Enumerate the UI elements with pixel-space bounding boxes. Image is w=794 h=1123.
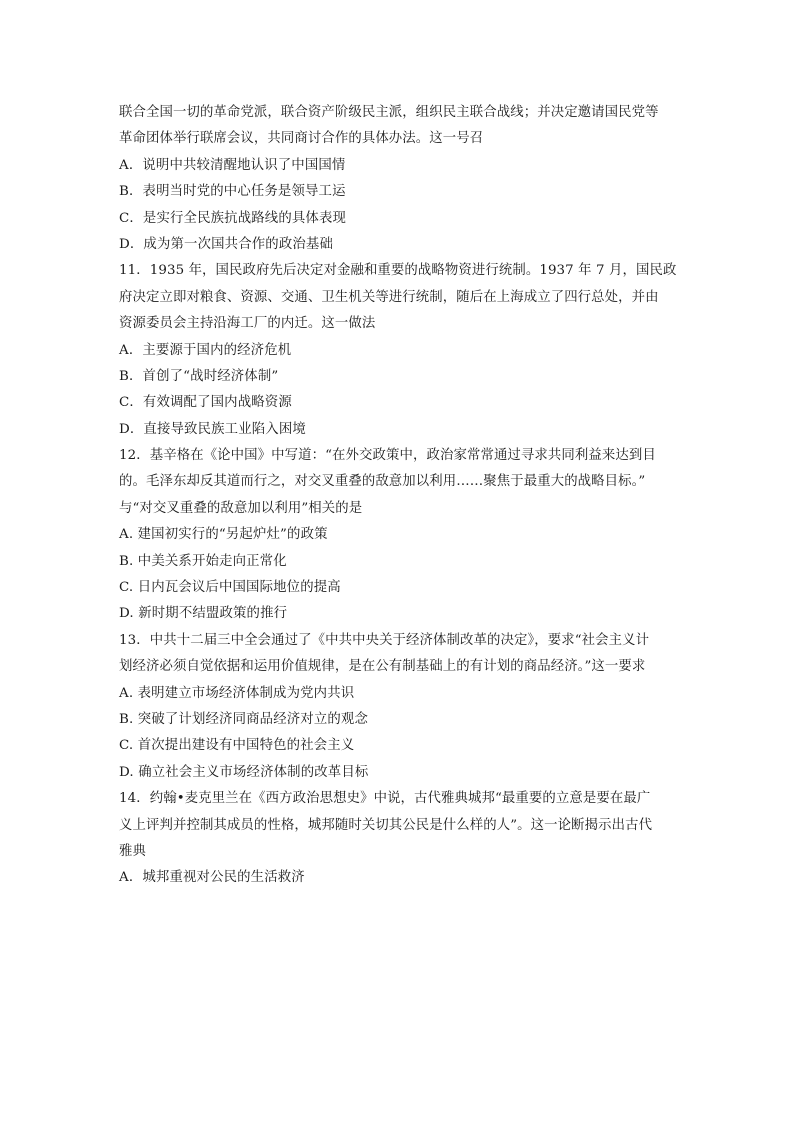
- option-d: D. 确立社会主义市场经济体制的改革目标: [119, 764, 369, 780]
- question-stem-line: 划经济必须自觉依据和运用价值规律，是在公有制基础上的有计划的商品经济。”这一要求: [119, 659, 646, 675]
- question-12: [119, 443, 675, 628]
- question-stem-line: 雅典: [119, 843, 146, 859]
- option-d: D．成为第一次国共合作的政治基础: [119, 236, 333, 252]
- option-c: C. 日内瓦会议后中国国际地位的提高: [119, 580, 341, 596]
- option-d: D. 新时期不结盟政策的推行: [119, 606, 288, 622]
- option-a: A. 表明建立市场经济体制成为党内共识: [119, 685, 355, 701]
- option-a: A．城邦重视对公民的生活救济: [119, 870, 305, 886]
- question-13: [119, 628, 675, 786]
- question-11: [119, 258, 675, 443]
- question-stem-line: 革命团体举行联席会议，共同商讨合作的具体办法。这一号召: [119, 131, 484, 147]
- option-b: B．首创了“战时经济体制”: [119, 368, 279, 384]
- question-stem-line: 资源委员会主持沿海工厂的内迁。这一做法: [119, 316, 376, 332]
- question-stem-line: 联合全国一切的革命党派，联合资产阶级民主派，组织民主联合战线；并决定邀请国民党等: [119, 105, 659, 120]
- question-stem-line: 府决定立即对粮食、资源、交通、卫生机关等进行统制，随后在上海成立了四行总处，并由: [119, 289, 659, 305]
- question-stem-line: 11．1935 年，国民政府先后决定对金融和重要的战略物资进行统制。1937 年 7 月，国民政: [119, 263, 677, 279]
- option-b: B. 中美关系开始走向正常化: [119, 553, 287, 569]
- question-stem-line: 的。毛泽东却反其道而行之，对交叉重叠的敌意加以利用……聚焦于最重大的战略目标。”: [119, 474, 646, 490]
- option-c: C．是实行全民族抗战路线的具体表现: [119, 210, 347, 226]
- option-b: B．表明当时党的中心任务是领导工运: [119, 184, 346, 200]
- option-d: D．直接导致民族工业陷入困境: [119, 421, 306, 437]
- option-a: A．主要源于国内的经济危机: [119, 342, 292, 358]
- question-14: [119, 786, 675, 892]
- option-c: C．有效调配了国内战略资源: [119, 395, 292, 411]
- question-10-continuation: [119, 100, 675, 258]
- option-a: A. 建国初实行的“另起炉灶”的政策: [119, 527, 328, 543]
- option-c: C. 首次提出建设有中国特色的社会主义: [119, 738, 355, 754]
- option-a: A．说明中共较清醒地认识了中国国情: [119, 157, 346, 173]
- document-content: [119, 100, 675, 892]
- question-stem-line: 13．中共十二届三中全会通过了《中共中央关于经济体制改革的决定》，要求“社会主义计: [119, 632, 650, 648]
- question-stem-line: 与“对交叉重叠的敌意加以利用”相关的是: [119, 500, 363, 516]
- question-stem-line: 14．约翰•麦克里兰在《西方政治思想史》中说，古代雅典城邦“最重要的立意是要在最广: [119, 791, 651, 807]
- question-stem-line: 义上评判并控制其成员的性格，城邦随时关切其公民是什么样的人”。这一论断揭示出古代: [119, 817, 653, 833]
- question-stem-line: 12．基辛格在《论中国》中写道：“在外交政策中，政治家常常通过寻求共同利益来达到目: [119, 448, 656, 464]
- option-b: B. 突破了计划经济同商品经济对立的观念: [119, 711, 368, 727]
